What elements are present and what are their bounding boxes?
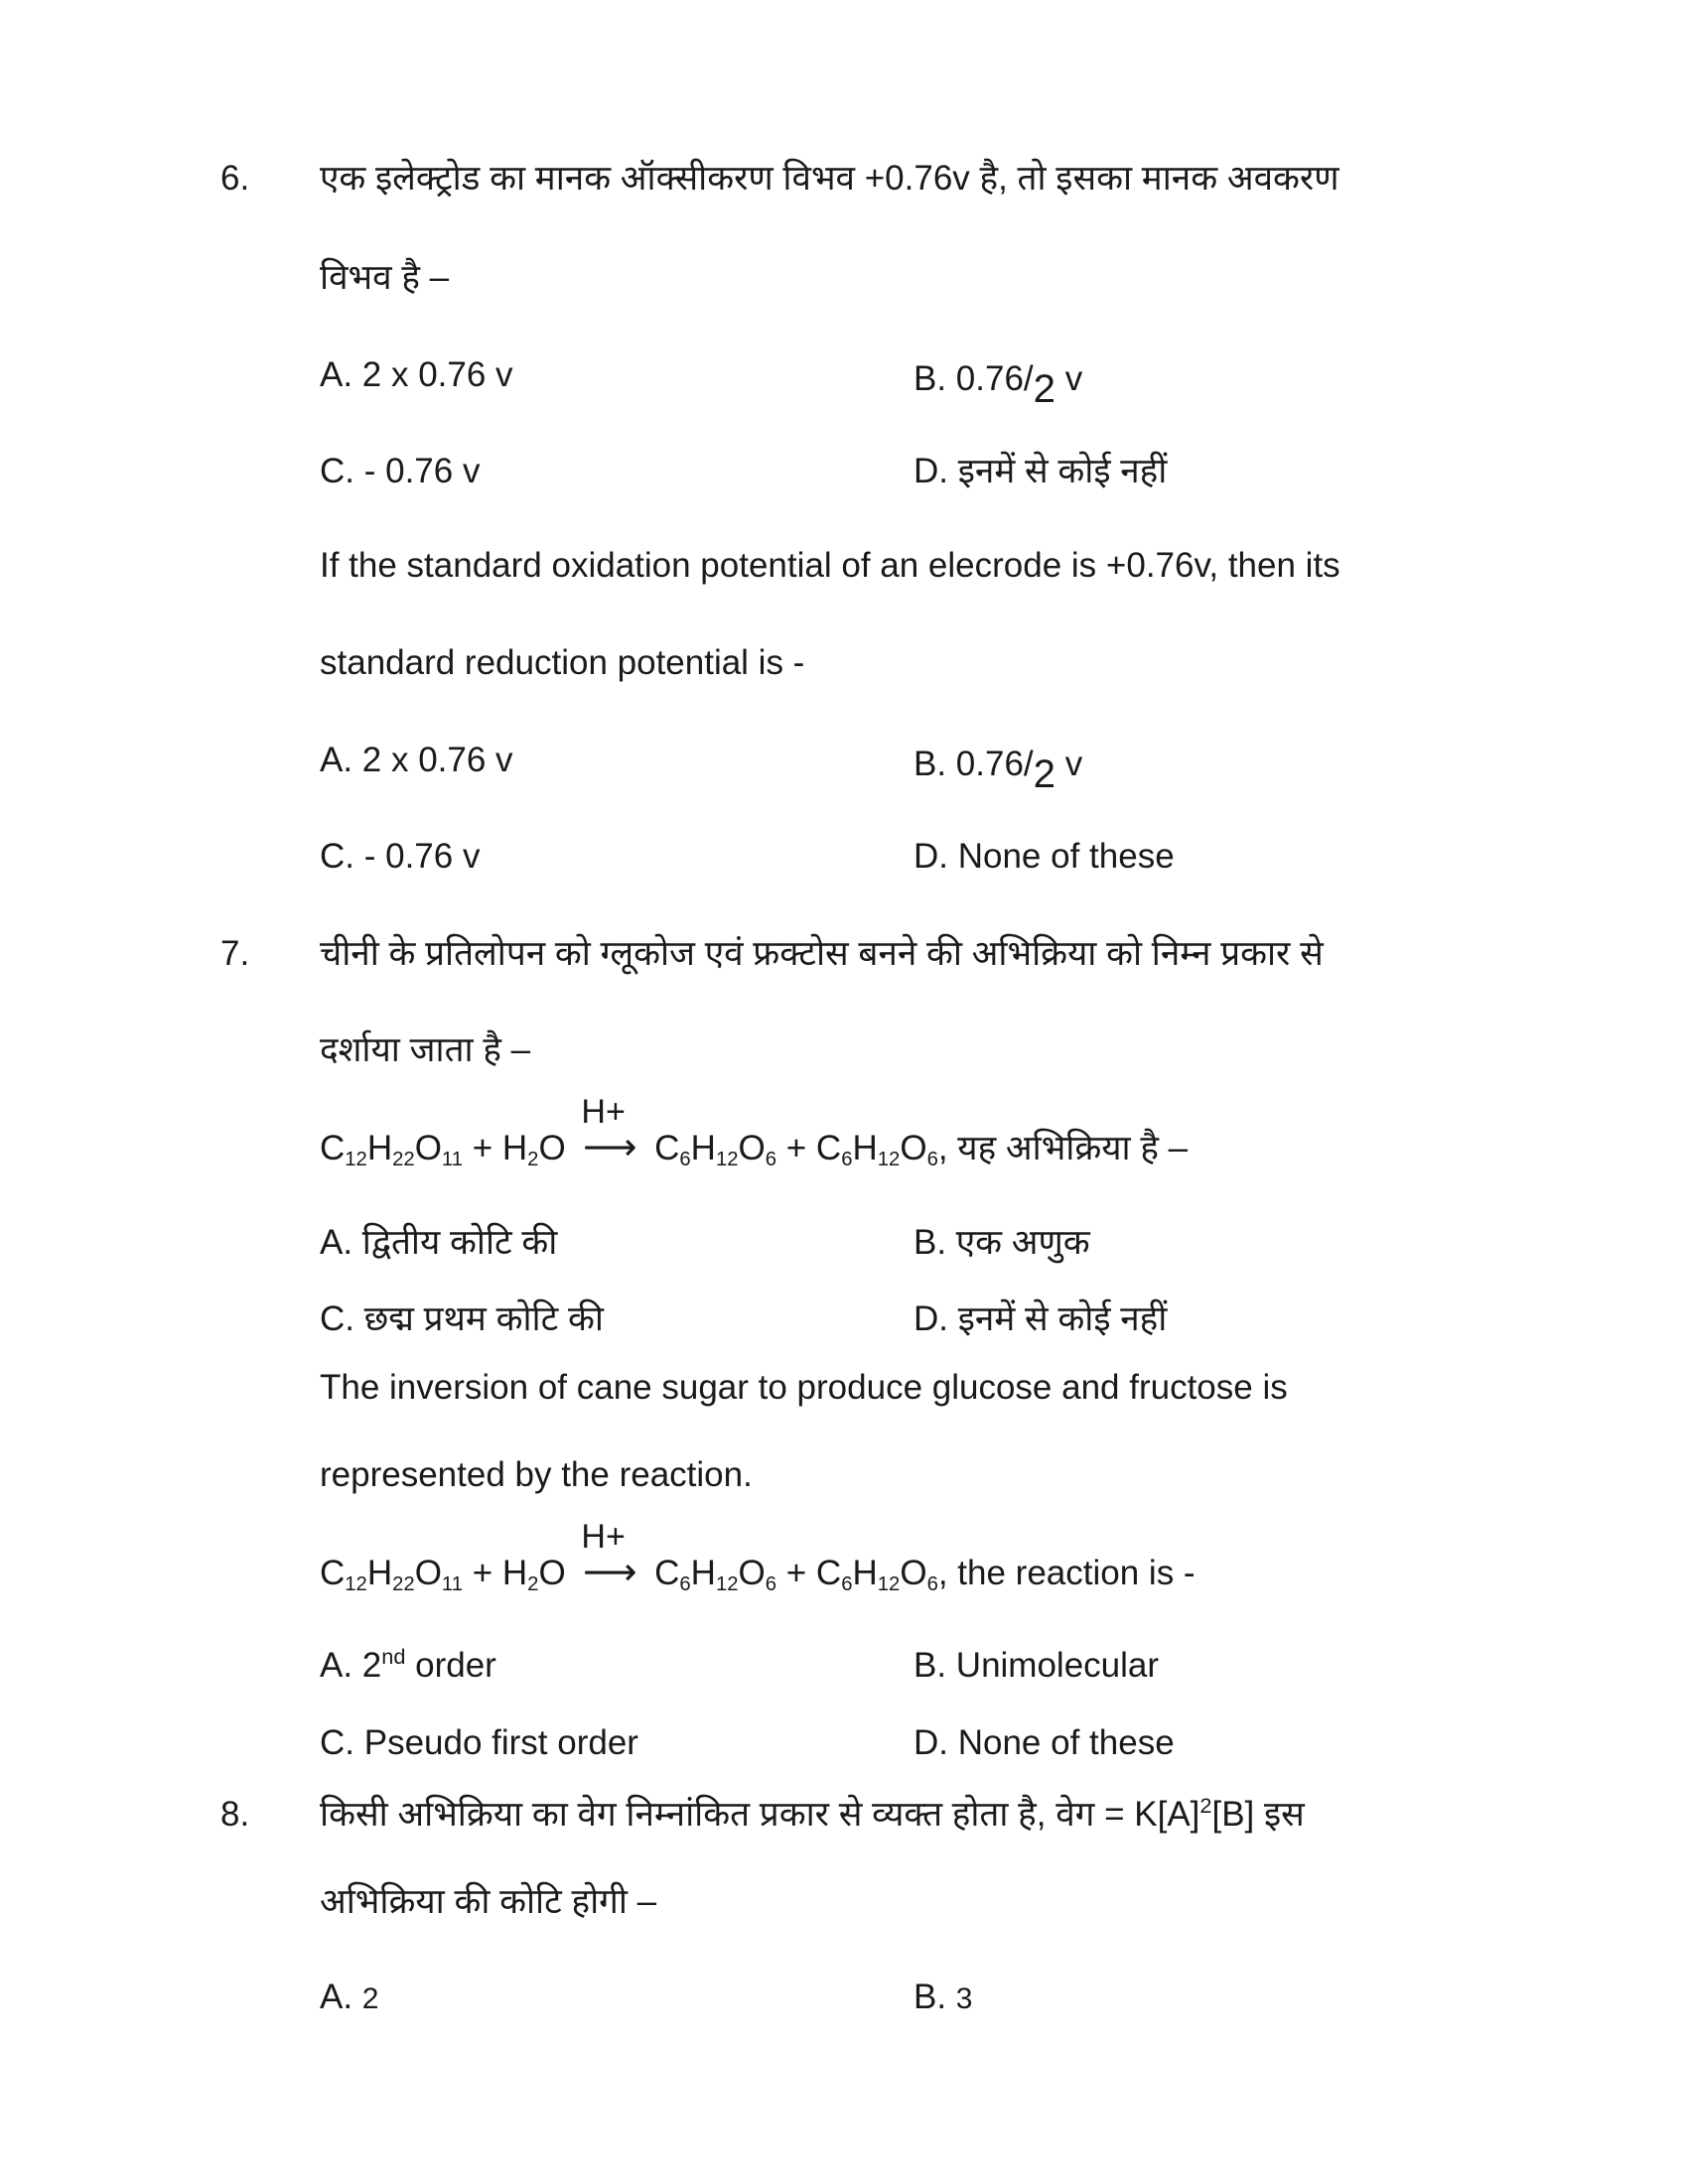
q6-en-option-a: A. 2 x 0.76 v <box>320 741 513 779</box>
q8-option-b: B. 3 <box>914 1978 973 2016</box>
q7-hi-option-d: D. इनमें से कोई नहीं <box>914 1299 1168 1338</box>
q6-hi-option-b: B. 0.76/2 v <box>914 359 1083 412</box>
question-8-hindi-line-2: अभिक्रिया की कोटि होगी – <box>320 1882 657 1921</box>
question-6-english-line-1: If the standard oxidation potential of an elecrode is +0.76v, then its <box>320 546 1340 585</box>
question-6-english-line-2: standard reduction potential is - <box>320 643 805 682</box>
question-6-hindi-line-2: विभव है – <box>320 258 450 297</box>
reaction-arrow-icon: H+ ⟶ <box>581 1093 637 1168</box>
q6-en-option-d: D. None of these <box>914 837 1175 876</box>
q7-english-equation: $C_{12}H_{22}O_{11} + H_2O$ H+ ⟶ $C_6H_{12}O_6 + C_6H_{12}O_6$, the reaction is - <box>320 1518 1196 1596</box>
question-7-english-line-1: The inversion of cane sugar to produce glucose and fructose is <box>320 1368 1288 1407</box>
question-7-number: 7. <box>220 934 250 973</box>
reaction-arrow-icon: H+ ⟶ <box>581 1518 637 1593</box>
q8-option-a: A. 2 <box>320 1978 379 2016</box>
q6-hi-option-c: C. - 0.76 v <box>320 452 481 490</box>
q6-en-option-b: B. 0.76/2 v <box>914 745 1083 797</box>
q7-en-option-d: D. None of these <box>914 1723 1175 1762</box>
q7-hi-option-c: C. छद्म प्रथम कोटि की <box>320 1299 604 1338</box>
q6-hi-option-d: D. इनमें से कोई नहीं <box>914 452 1168 490</box>
question-6-number: 6. <box>220 159 250 198</box>
question-8-number: 8. <box>220 1795 250 1834</box>
q7-en-option-b: B. Unimolecular <box>914 1646 1160 1685</box>
q7-hindi-equation: $C_{12}H_{22}O_{11} + H_2O$ H+ ⟶ $C_6H_{12}O_6 + C_6H_{12}O_6$, यह अभिक्रिया है – <box>320 1093 1189 1171</box>
q7-hi-option-a: A. द्वितीय कोटि की <box>320 1223 558 1262</box>
question-7-english-line-2: represented by the reaction. <box>320 1455 753 1494</box>
q7-en-option-a: A. 2nd order <box>320 1643 496 1685</box>
question-7-hindi-line-1: चीनी के प्रतिलोपन को ग्लूकोज एवं फ्रक्टोस बनने की अभिक्रिया को निम्न प्रकार से <box>320 934 1324 973</box>
question-8-hindi-line-1: किसी अभिक्रिया का वेग निम्नांकित प्रकार से व्यक्त होता है, वेग = $K[A]^2[B]$ इस <box>320 1792 1305 1834</box>
q7-en-option-c: C. Pseudo first order <box>320 1723 638 1762</box>
q6-hi-option-a: A. 2 x 0.76 v <box>320 355 513 394</box>
question-6-hindi-line-1: एक इलेक्ट्रोड का मानक ऑक्सीकरण विभव +0.76v है, तो इसका मानक अवकरण <box>320 159 1339 198</box>
q7-hi-option-b: B. एक अणुक <box>914 1223 1090 1262</box>
q6-en-option-c: C. - 0.76 v <box>320 837 481 876</box>
question-7-hindi-line-2: दर्शाया जाता है – <box>320 1030 531 1069</box>
